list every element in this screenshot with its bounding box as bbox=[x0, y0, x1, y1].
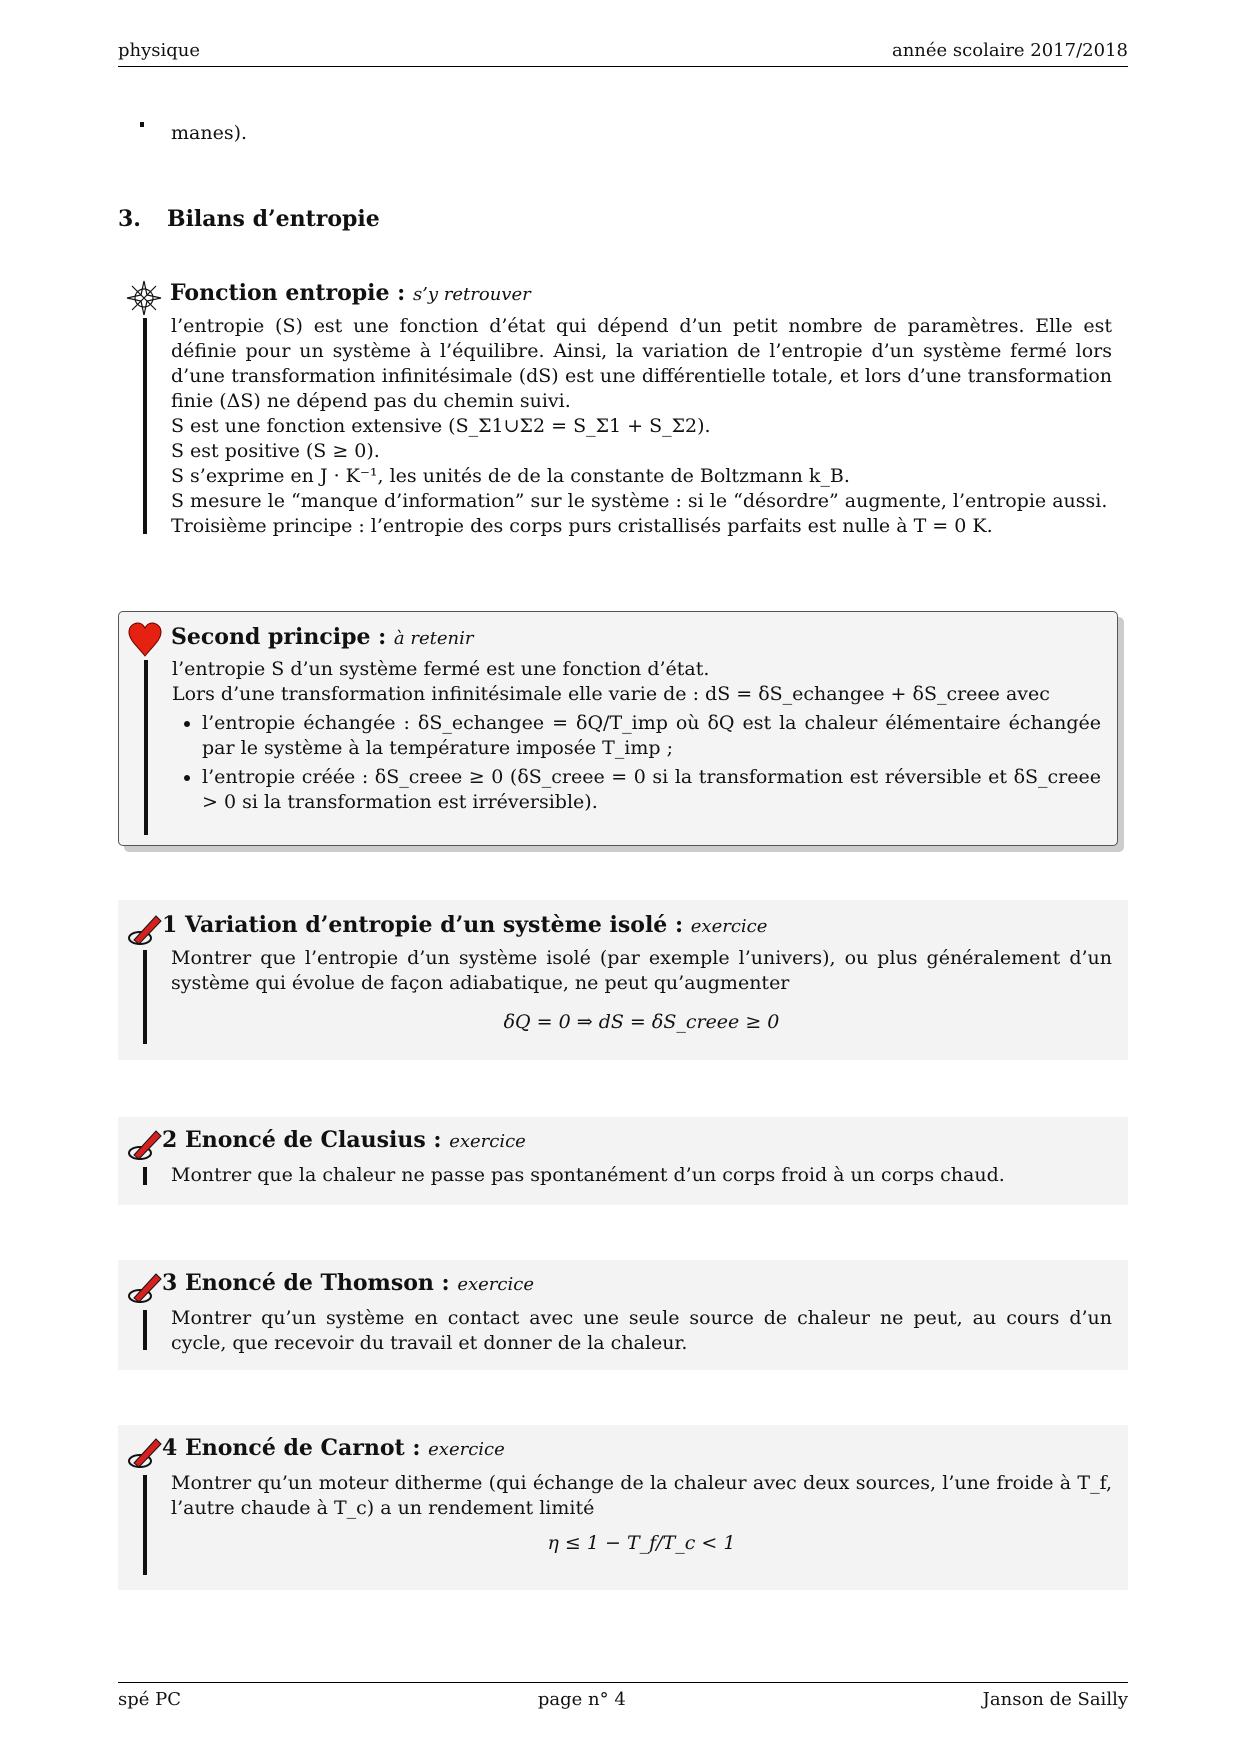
box-title: 4 Enoncé de Carnot : exercice bbox=[162, 1435, 505, 1461]
left-rule bbox=[143, 1475, 147, 1575]
box-body: Montrer qu’un moteur ditherme (qui échange de la chaleur avec deux sources, l’une froide à T_f, l’autre chaude à T_c) a un rendement limité η ≤ 1 − T_f/T_c < 1 bbox=[171, 1472, 1112, 1554]
header-right: année scolaire 2017/2018 bbox=[891, 40, 1128, 61]
page-header bbox=[118, 40, 1128, 67]
section-number: 3. bbox=[118, 206, 141, 232]
left-rule bbox=[143, 1310, 147, 1350]
pencil-icon bbox=[126, 1127, 162, 1163]
footer-right: Janson de Sailly bbox=[982, 1689, 1128, 1710]
left-rule bbox=[144, 660, 148, 835]
left-rule bbox=[143, 318, 147, 534]
section-heading bbox=[118, 206, 406, 232]
list-item: • l’entropie échangée : δS_echangee = δQ/T_imp où δQ est la chaleur élémentaire échangée par le système à la température imposée T_imp ; bbox=[202, 711, 1101, 761]
left-rule bbox=[143, 1167, 147, 1185]
footer-left: spé PC bbox=[118, 1689, 182, 1710]
box-body: l’entropie S d’un système fermé est une fonction d’état. Lors d’une transformation infinitésimale elle varie de : dS = δS_echangee + δS_creee avec • l’entropie échangée : δS_echangee = δQ/T_imp où δQ est la chaleur élémentaire échangée par le système à la température imposée T_imp ; • l’entropie créée : δS_creee ≥ 0 (δS_creee = 0 si la transformation est réversible et δS_creee > 0 si la transformation est irréversible). bbox=[172, 657, 1101, 819]
heart-icon bbox=[127, 622, 163, 658]
footer-center: page n° 4 bbox=[537, 1689, 626, 1710]
pencil-icon bbox=[126, 1435, 162, 1471]
pencil-icon bbox=[126, 1270, 162, 1306]
bullet-mark bbox=[140, 122, 144, 127]
pencil-icon bbox=[126, 912, 162, 948]
box-title: Second principe : à retenir bbox=[171, 624, 474, 650]
page-footer bbox=[118, 1682, 1128, 1710]
list-item: • l’entropie créée : δS_creee ≥ 0 (δS_creee = 0 si la transformation est réversible et δS_creee > 0 si la transformation est irréversible). bbox=[202, 765, 1101, 815]
left-rule bbox=[143, 950, 147, 1044]
header-left: physique bbox=[118, 40, 201, 61]
fonction-entropie-box bbox=[118, 276, 1128, 538]
box-title: 3 Enoncé de Thomson : exercice bbox=[162, 1270, 534, 1296]
box-title: 2 Enoncé de Clausius : exercice bbox=[162, 1127, 526, 1153]
exercise-2-box bbox=[118, 1117, 1128, 1205]
formula: δQ = 0 ⇒ dS = δS_creee ≥ 0 bbox=[503, 1011, 780, 1033]
box-body: Montrer qu’un système en contact avec une seule source de chaleur ne peut, au cours d’un cycle, que recevoir du travail et donner de la chaleur. bbox=[171, 1307, 1112, 1354]
box-title: 1 Variation d’entropie d’un système isolé : exercice bbox=[162, 912, 768, 938]
previous-text: manes). bbox=[171, 122, 248, 144]
section-title: Bilans d’entropie bbox=[166, 206, 380, 232]
box-body: Montrer que l’entropie d’un système isolé (par exemple l’univers), ou plus généralement d’un système qui évolue de façon adiabatique, ne peut qu’augmenter δQ = 0 ⇒ dS = δS_creee ≥ 0 bbox=[171, 947, 1112, 1033]
compass-rose-icon bbox=[126, 280, 162, 316]
exercise-4-box bbox=[118, 1425, 1128, 1590]
formula: η ≤ 1 − T_f/T_c < 1 bbox=[547, 1532, 736, 1554]
box-body: l’entropie (S) est une fonction d’état qui dépend d’un petit nombre de paramètres. Elle est définie pour un système à l’équilibre. Ainsi, la variation de l’entropie d’un système fermé lors d’une transformation infinitésimale (dS) est une différentielle totale, et lors d’une transformation finie (ΔS) ne dépend pas du chemin suivi. S est une fonction extensive (S_Σ1∪Σ2 = S_Σ1 + S_Σ2). S est positive (S ≥ 0). S s’exprime en J · K⁻¹, les unités de de la constante de Boltzmann k_B. S mesure le “manque d’information” sur le système : si le “désordre” augmente, l’entropie aussi. Troisième principe : l’entropie des corps purs cristallisés parfaits est nulle à T = 0 K. bbox=[171, 315, 1112, 537]
exercise-3-box bbox=[118, 1260, 1128, 1370]
box-title: Fonction entropie : s’y retrouver bbox=[170, 280, 531, 306]
box-body: Montrer que la chaleur ne passe pas spontanément d’un corps froid à un corps chaud. bbox=[171, 1164, 1005, 1186]
second-principe-box bbox=[118, 611, 1118, 846]
exercise-1-box bbox=[118, 900, 1128, 1060]
